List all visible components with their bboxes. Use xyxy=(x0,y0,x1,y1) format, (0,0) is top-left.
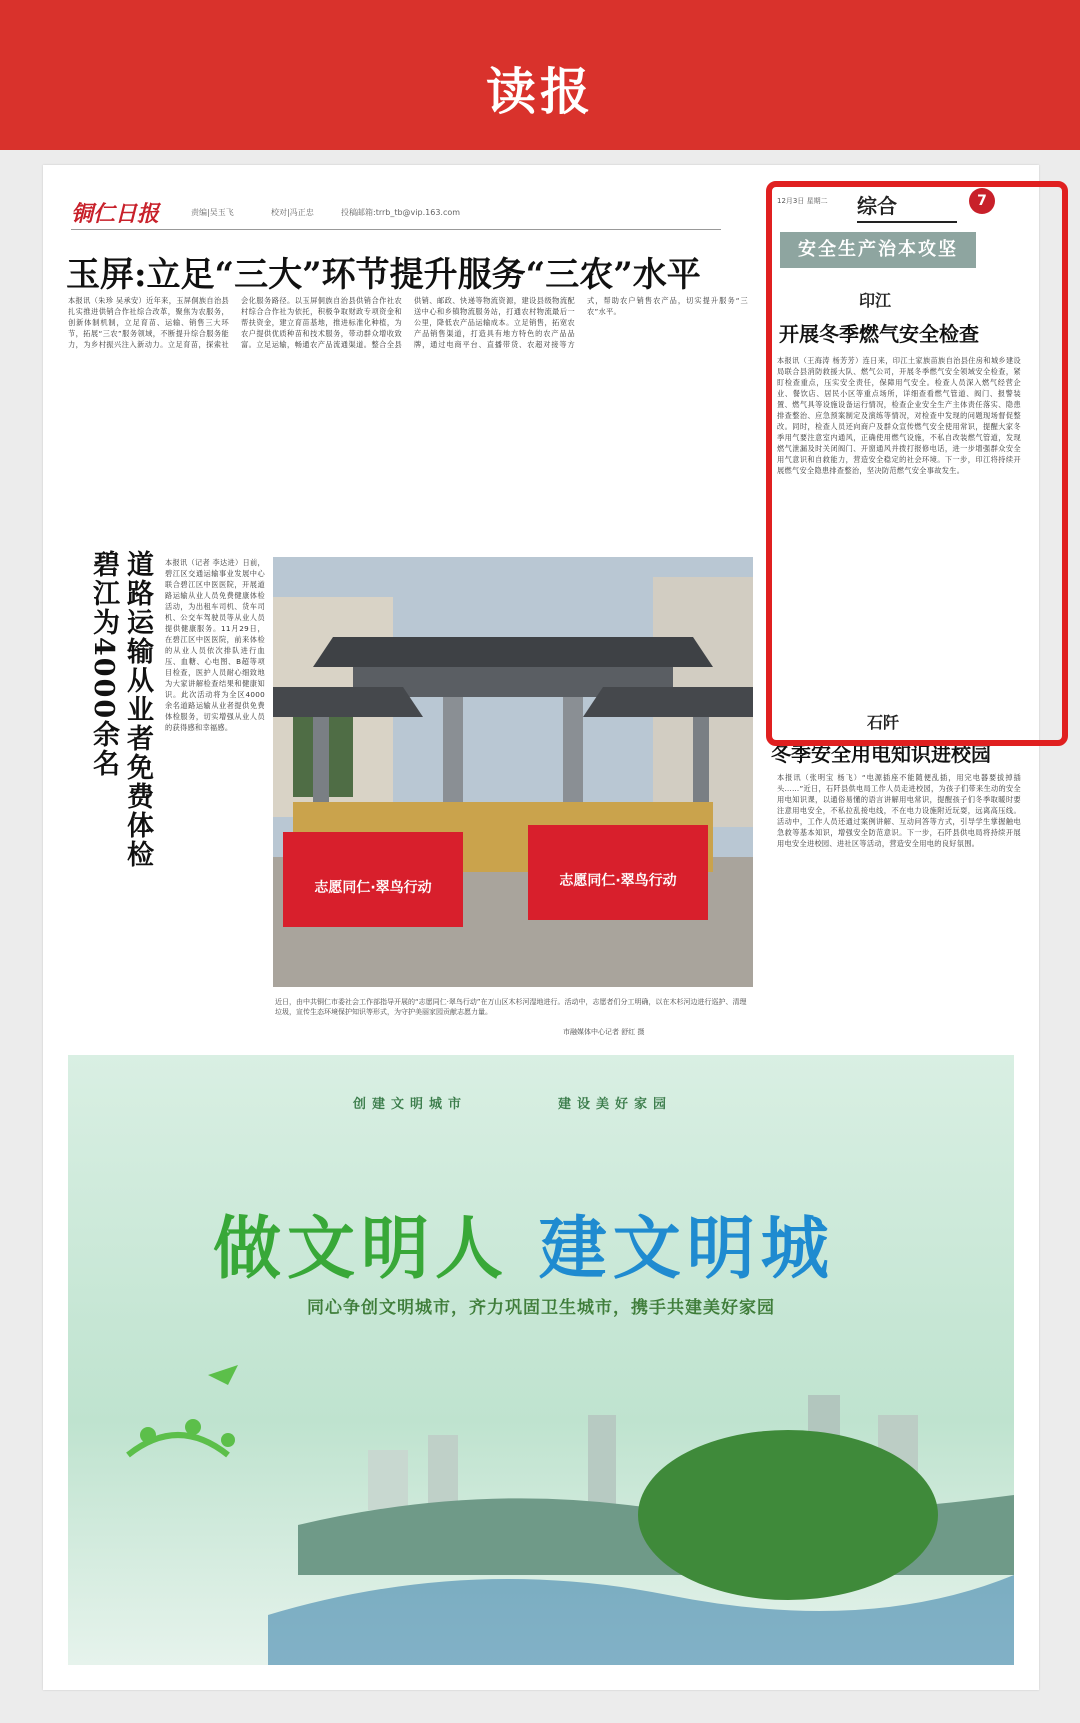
main-article-body: 本报讯（朱珍 吴承安）近年来，玉屏侗族自治县扎实推进供销合作社综合改革，聚焦为农服务，创新体制机制，立足育苗、运输、销售三大环节，拓展“三农”服务领域，不断提升综合服务能力，为乡村振兴注入新动力。立足育苗，探索社会化服务路径。以玉屏侗族自治县供销合作社农村综合合作社为依托，积极争取财政专项资金和帮扶资金，建立育苗基地，推进标准化种植，为农户提供优质种苗和技术服务，带动群众增收致富。立足运输，畅通农产品流通渠道。整合全县供销、邮政、快递等物流资源，建设县级物流配送中心和乡镇物流服务站，打通农村物流最后一公里，降低农产品运输成本。立足销售，拓宽农产品销售渠道，打造具有地方特色的农产品品牌，通过电商平台、直播带货、农超对接等方式，帮助农户销售农产品，切实提升服务“三农”水平。 xyxy=(68,296,748,349)
city-building-2 xyxy=(428,1435,458,1510)
person-head-3 xyxy=(221,1433,235,1447)
kite-icon xyxy=(208,1365,238,1385)
banner-left-text: 志愿同仁·翠鸟行动 xyxy=(314,880,432,896)
green-hill xyxy=(638,1430,938,1600)
banner-right-text: 志愿同仁·翠鸟行动 xyxy=(559,873,677,889)
road-headline-col2: 碧江为4000余名 xyxy=(88,550,119,779)
photo-caption: 近日，由中共铜仁市委社会工作部指导开展的“志愿同仁·翠鸟行动”在万山区木杉河湿地进行。活动中，志愿者们分工明确，以在木杉河边进行巡护、清理垃圾，宣传生态环境保护知识等形式，为守护美丽家园贡献志愿力量。 xyxy=(275,998,747,1016)
electricity-safety-body: 本报讯（张明宝 杨飞）“电源插座不能随便乱插，用完电器要拔掉插头……”近日，石阡县供电局工作人员走进校园，为孩子们带来生动的安全用电知识课，以通俗易懂的语言讲解用电常识，提醒孩子们冬季取暖时要注意用电安全，不私拉乱接电线，不在电力设施附近玩耍，远离高压线。活动中，工作人员还通过案例讲解、互动问答等方式，引导学生掌握触电急救等基本知识，增强安全防范意识。下一步，石阡县供电局将持续开展用电安全进校园、进社区等活动，营造安全用电的良好氛围。 xyxy=(777,773,1021,848)
road-article-headline xyxy=(88,550,161,920)
editor-line: 责编|吴玉飞 xyxy=(191,208,234,217)
ad-slogan-blue: 建文明城 xyxy=(538,1210,835,1289)
kicker-yinjiang: 印江 xyxy=(859,291,892,310)
section-label: 综合 xyxy=(857,190,957,223)
road-headline-col1: 道路运输从业者免费体检 xyxy=(122,550,153,869)
date-line: 12月3日 星期二 xyxy=(777,197,828,205)
news-photo-image xyxy=(273,557,753,987)
masthead xyxy=(71,197,721,230)
gate-roof-top xyxy=(313,637,713,667)
ad-tag-left: 创建文明城市 xyxy=(353,1097,468,1112)
gas-safety-body: 本报讯（王海涛 杨芳芳）连日来，印江土家族苗族自治县住房和城乡建设局联合县消防救援大队、燃气公司，开展冬季燃气安全领域安全检查，紧盯检查重点，压实安全责任，保障用气安全。检查人员深入燃气经营企业、餐饮店、居民小区等重点场所，详细查看燃气管道、阀门、报警装置、燃气具等设施设备运行情况，检查企业安全生产主体责任落实、隐患排查整治、应急预案制定及演练等情况，对检查中发现的问题现场督促整改。同时，检查人员还向商户及群众宣传燃气安全使用常识，提醒大家冬季用气要注意室内通风，正确使用燃气设施，不私自改装燃气管道，发现燃气泄漏及时关闭阀门、开窗通风并拨打报修电话，进一步增强群众安全用气意识和自救能力，营造安全稳定的社会环境。下一步，印江将持续开展燃气安全隐患排查整治，坚决防范燃气安全事故发生。 xyxy=(777,356,1021,475)
kicker-shiqian: 石阡 xyxy=(867,713,900,732)
newspaper-logo: 铜仁日报 xyxy=(71,201,160,227)
app-header xyxy=(0,0,1080,150)
app-title: 读报 xyxy=(486,62,594,121)
photo-credit: 市融媒体中心记者 舒红 摄 xyxy=(563,1028,645,1036)
gate-roof-right xyxy=(583,687,753,717)
river xyxy=(268,1575,1014,1665)
city-building-3 xyxy=(588,1415,616,1510)
safety-banner: 安全生产治本攻坚 xyxy=(780,232,976,268)
page-number-badge: 7 xyxy=(969,188,995,214)
city-building-1 xyxy=(368,1450,408,1510)
electricity-safety-headline: 冬季安全用电知识进校园 xyxy=(771,742,991,766)
person-head-1 xyxy=(140,1427,156,1443)
proof-line: 校对|冯正忠 xyxy=(271,208,314,217)
gas-safety-headline: 开展冬季燃气安全检查 xyxy=(779,322,979,346)
ad-cityscape-illustration xyxy=(68,1055,1014,1665)
gate-roof-left xyxy=(273,687,423,717)
email-line: 投稿邮箱:trrb_tb@vip.163.com xyxy=(341,208,461,217)
ad-subtitle: 同心争创文明城市，齐力巩固卫生城市，携手共建美好家园 xyxy=(307,1298,775,1318)
ad-tag-right: 建设美好家园 xyxy=(558,1097,673,1112)
ad-slogan-green: 做文明人 xyxy=(213,1210,510,1289)
civilization-ad xyxy=(68,1055,1014,1665)
highlight-box xyxy=(766,181,1068,746)
main-headline: 玉屏:立足“三大”环节提升服务“三农”水平 xyxy=(66,255,701,295)
news-photo xyxy=(273,557,753,987)
person-head-2 xyxy=(185,1419,201,1435)
road-article-body: 本报讯（记者 李达进）日前，碧江区交通运输事业发展中心联合碧江区中医医院，开展道路运输从业人员免费健康体检活动，为出租车司机、货车司机、公交车驾驶员等从业人员提供健康服务。11月29日，在碧江区中医医院，前来体检的从业人员依次排队进行血压、血糖、心电图、B超等项目检查，医护人员耐心细致地为大家讲解检查结果和健康知识。此次活动将为全区4000余名道路运输从业者提供免费体检服务，切实增强从业人员的获得感和幸福感。 xyxy=(165,558,265,732)
